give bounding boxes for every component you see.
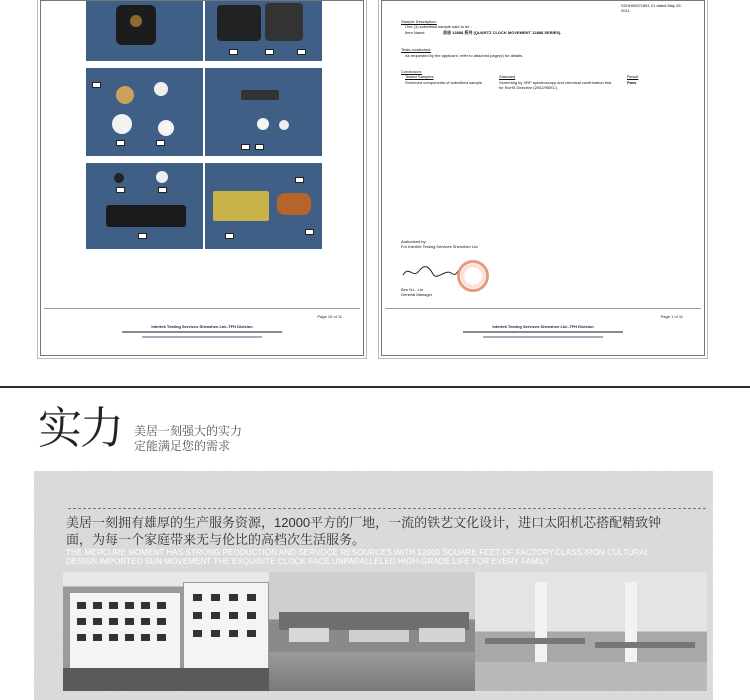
item-name-label: Item Name (405, 30, 425, 35)
component-photo-4 (205, 68, 322, 156)
col-tested-samples: Tested Samples (405, 74, 434, 79)
section-divider (0, 386, 750, 388)
workshop-photo (475, 572, 707, 691)
subtitle-line-2: 定能满足您的需求 (134, 439, 231, 453)
report-footer (403, 314, 683, 344)
page-number: Page 10 of 11 (317, 314, 342, 319)
component-photo-6 (205, 163, 322, 249)
cn-description: 美居一刻拥有雄厚的生产服务资源，12000平方的厂地，一流的铁艺文化设计，进口太阳机芯搭配精致钟面，为每一个家庭带来无与伦比的高档次生活服务。 (66, 515, 662, 547)
subtitle-line-1: 美居一刻强大的实力 (134, 424, 243, 438)
tests-conducted-label: Tests conducted: (401, 47, 432, 52)
row-standard: Screening by XRF spectroscopy and chemical confirmation test for RoHS Directive (2002/95/EC) (499, 80, 612, 90)
factory-photo-strip (63, 572, 707, 691)
sample-description-value: One (1) submitted sample said to be : (405, 24, 472, 29)
factory-building-photo (63, 572, 269, 691)
warehouse-photo (269, 572, 475, 691)
signer-title: General Manager (401, 292, 433, 297)
component-photo-1 (86, 1, 203, 61)
dashed-rule (68, 508, 706, 509)
conclusion-label: Conclusion: (401, 69, 422, 74)
report-footer (62, 314, 342, 344)
company-stamp (457, 260, 489, 292)
item-name-value: 美居 12888 系列 (QUARTZ CLOCK MOVEMENT 12888 SERIES). (443, 30, 562, 35)
sample-description-label: Sample Description: (401, 19, 437, 24)
row-result: Pass (627, 80, 637, 85)
en-description: THE MERCURE MOMENT HAS STRONG PEODUCTION AND SERVOCE RESOURCES,WITH 12000 SQUARE FEET OF FACTORY,CLASS IRON CULTURAL DESIGN,IMPORTED SUN MOVEMENT THE EXQUISITE CLOCK FACE,UNPARALLELED HIGH-GRADE LIFE FOR EVERY FAMILY. (66, 548, 650, 566)
row-tested-samples: Screened components of submitted sample (405, 80, 482, 85)
report-page-right (381, 0, 705, 356)
authorized-by: Authorized by: (401, 239, 427, 244)
col-result: Result (627, 74, 639, 79)
signature (401, 265, 461, 279)
component-photo-5 (86, 163, 203, 249)
footer-company: Intertek Testing Services Shenzhen Ltd.-TFH Division (151, 324, 253, 329)
report-ref: SZHH00571851 01 dated May 26, 2011 (621, 3, 682, 13)
component-photo-3 (86, 68, 203, 156)
section-subtitle (134, 424, 242, 454)
component-photo-2 (205, 1, 322, 61)
col-standard: Standard (499, 74, 516, 79)
page-number: Page 1 of 11 (660, 314, 683, 319)
section-heading: 实力 (38, 403, 122, 454)
signer-name: Ben N.L. Lin (401, 287, 424, 292)
strength-panel (34, 471, 713, 700)
authorized-for: For Intertek Testing Services Shenzhen Ltd. (401, 244, 479, 249)
footer-company: Intertek Testing Services Shenzhen Ltd.-TFH Division (492, 324, 594, 329)
report-page-left (40, 0, 364, 356)
tests-conducted-value: As requested by the applicant, refer to attached page(s) for details. (405, 53, 524, 58)
